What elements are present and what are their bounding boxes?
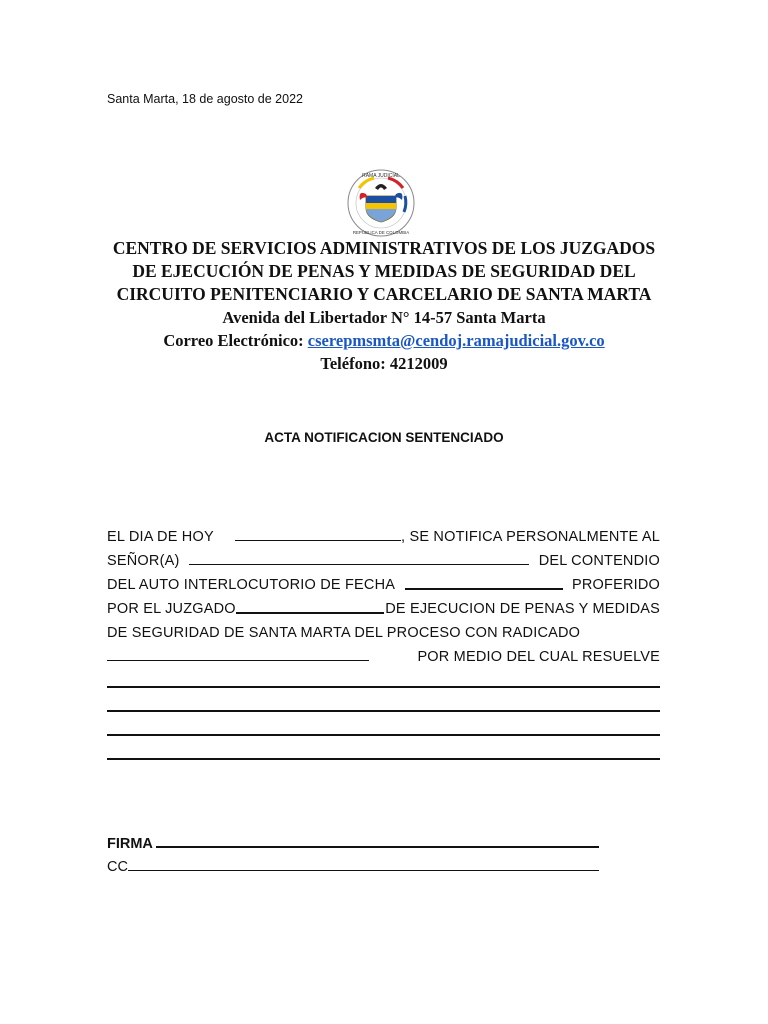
blank-court-field[interactable] [236, 597, 384, 614]
resolution-line-4[interactable] [107, 741, 660, 765]
body-line-4-end: DE EJECUCION DE PENAS Y MEDIDAS [385, 601, 660, 617]
seal-text-bottom: REPÚBLICA DE COLOMBIA [352, 230, 410, 235]
blank-name-field[interactable] [189, 549, 529, 565]
header-line-2: DE EJECUCIÓN DE PENAS Y MEDIDAS DE SEGURIDAD DEL [132, 261, 636, 281]
firma-label: FIRMA [107, 836, 153, 852]
firma-row [107, 832, 599, 856]
body-line-3-end: PROFERIDO [572, 577, 660, 593]
body-line-5 [107, 621, 660, 645]
body-line-3-start: DEL AUTO INTERLOCUTORIO DE FECHA [107, 577, 396, 593]
cc-row [107, 856, 599, 879]
body-line-1-end: , SE NOTIFICA PERSONALMENTE AL [400, 529, 660, 545]
body-line-1 [107, 525, 660, 549]
body-line-2-end: DEL CONTENDIO [538, 553, 660, 569]
blank-auto-date-field[interactable] [405, 573, 563, 590]
document-title: ACTA NOTIFICACION SENTENCIADO [264, 430, 504, 445]
body-line-2-start: SEÑOR(A) [107, 553, 180, 569]
body-line-2 [107, 549, 660, 573]
email-link[interactable]: cserepmsmta@cendoj.ramajudicial.gov.co [307, 331, 605, 350]
email-label: Correo Electrónico: [163, 331, 304, 350]
body-line-4 [107, 597, 660, 621]
header-line-1: CENTRO DE SERVICIOS ADMINISTRATIVOS DE LOS JUZGADOS [112, 238, 656, 258]
cc-field[interactable] [128, 856, 599, 871]
resolution-line-1[interactable] [107, 669, 660, 693]
header-phone: Teléfono: 4212009 [320, 354, 448, 373]
institution-header [60, 237, 708, 375]
body-line-4-start: POR EL JUZGADO [107, 601, 236, 617]
body-line-3 [107, 573, 660, 597]
signature-block [107, 832, 599, 879]
header-address: Avenida del Libertador N° 14-57 Santa Marta [222, 308, 546, 327]
body-line-5-text: DE SEGURIDAD DE SANTA MARTA DEL PROCESO CON RADICADO [107, 625, 581, 641]
seal-text-top: RAMA JUDICIAL [362, 173, 400, 179]
body-line-6-end: POR MEDIO DEL CUAL RESUELVE [417, 649, 660, 665]
cc-label: CC [107, 859, 128, 875]
blank-radicado-field[interactable] [107, 645, 369, 661]
date-line: Santa Marta, 18 de agosto de 2022 [107, 92, 303, 106]
resolution-line-2[interactable] [107, 693, 660, 717]
body-line-1-start: EL DIA DE HOY [107, 529, 214, 545]
resolution-line-3[interactable] [107, 717, 660, 741]
blank-date-field[interactable] [235, 525, 401, 541]
header-email-row [60, 329, 708, 352]
notification-body [107, 525, 660, 765]
coat-of-arms-seal-icon [346, 168, 416, 238]
body-line-6 [107, 645, 660, 669]
firma-field[interactable] [156, 832, 599, 848]
header-line-3: CIRCUITO PENITENCIARIO Y CARCELARIO DE SANTA MARTA [116, 284, 652, 304]
